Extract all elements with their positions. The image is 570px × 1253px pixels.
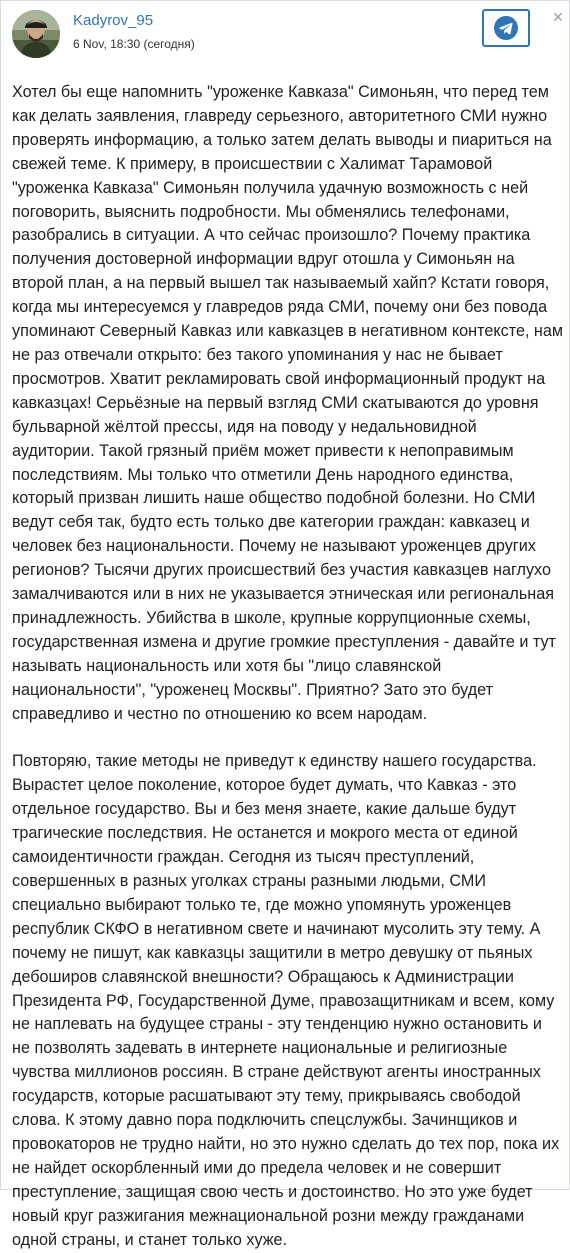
telegram-button[interactable] — [482, 9, 530, 47]
post-paragraph: Повторяю, такие методы не приведут к единству нашего государства. Вырастет целое поколение, которое будет думать, что Кавказ - это отдельное государство. Вы и без меня знаете, какие дальше будут трагические последствия. Не останется и мокрого места от единой самоидентичности граждан. Сегодня из тысяч преступлений, совершенных в разных уголках страны разными людьми, СМИ специально выбирают только те, где можно упомянуть уроженцев республик СКФО в негативном свете и начинают мусолить эту тему. А почему не пишут, как кавказцы защитили в метро девушку от пьяных дебоширов славянской внешности? Обращаюсь к Администрации Президента РФ, Государственной Думе, правозащитникам и всем, кому не наплевать на будущее страны - эту тенденцию нужно остановить и не позволять задевать в интернете национальные и религиозные чувства миллионов россиян. В стране действуют агенты иностранных государств, которые расшатывают эту тему, прикрываясь свободой слова. К этому давно пора подключить спецслужбы. Зачинщиков и провокаторов не трудно найти, но это нужно сделать до тех пор, пока их не найдет оскорбленный ими до предела человек и не совершит преступление, защищая свою честь и достоинство. Но это уже будет новый круг разжигания межнациональной розни между гражданами одной страны, и станет только хуже. — [12, 752, 560, 1249]
close-icon[interactable]: ✕ — [552, 9, 564, 25]
post-timestamp: 6 Nov, 18:30 (сегодня) — [73, 37, 195, 51]
post-header — [1, 1, 569, 67]
author-name[interactable]: Kadyrov_95 — [73, 12, 154, 29]
post-body — [12, 81, 563, 1253]
avatar[interactable] — [12, 10, 60, 58]
post-paragraph: Хотел бы еще напомнить "уроженке Кавказа" Симоньян, что перед тем как делать заявления, главреду серьезного, авторитетного СМИ нужно проверять информацию, а только затем делать выводы и пиариться на свежей теме. К примеру, в происшествии с Халимат Тарамовой "уроженка Кавказа" Симоньян получила удачную возможность с ней поговорить, выяснить подробности. Мы обменялись телефонами, разобрались в ситуации. А что сейчас произошло? Почему практика получения достоверной информации вдруг отошла у Симоньян на второй план, а на первый вышел так называемый хайп? Кстати говоря, когда мы интересуемся у главредов ряда СМИ, почему они без повода упоминают Северный Кавказ или кавказцев в негативном контексте, нам не раз отвечали открыто: без такого упоминания у нас не бывает просмотров. Хватит рекламировать свой информационный продукт на кавказцах! Серьёзные на первый взгляд СМИ скатываются до уровня бульварной жёлтой прессы, идя на поводу у недальновидной аудитории. Такой грязный приём может привести к непоправимым последствиям. Мы только что отметили День народного единства, который призван лишить наше общество подобной болезни. Но СМИ ведут себя так, будто есть только две категории граждан: кавказец и человек без национальности. Почему не называют уроженцев других регионов? Тысячи других происшествий без участия кавказцев наглухо замалчиваются или в них не указывается этническая или региональная принадлежность. Убийства в школе, крупные коррупционные схемы, государственная измена и другие громкие преступления - давайте и тут называть национальность или хотя бы "лицо славянской национальности", "уроженец Москвы". Приятно? Зато это будет справедливо и честно по отношению ко всем народам. — [12, 83, 564, 723]
avatar-image — [12, 10, 60, 58]
telegram-icon — [494, 16, 518, 40]
